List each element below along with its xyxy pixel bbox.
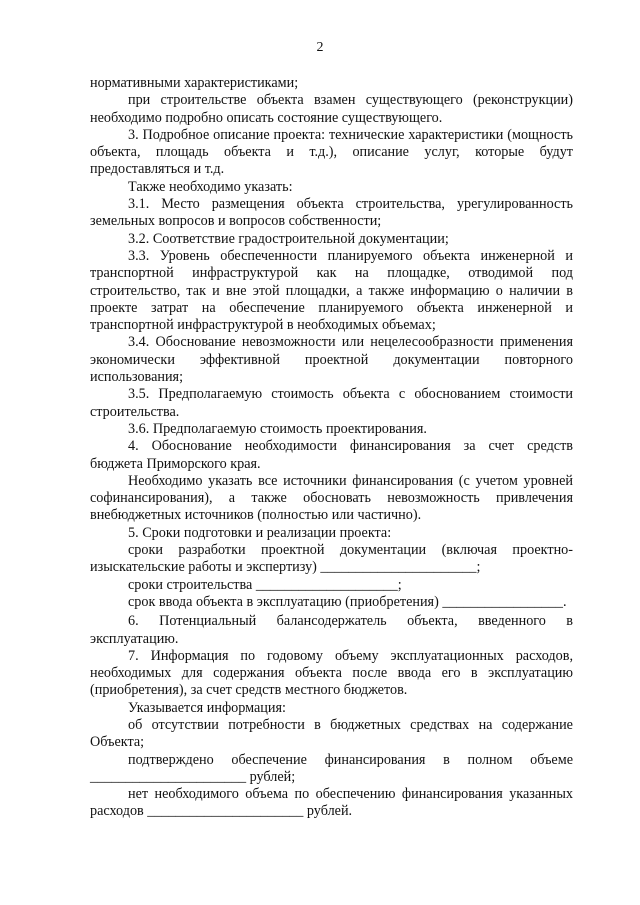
paragraph: 7. Информация по годовому объему эксплуатационных расходов, необходимых для содержания объекта после ввода его в эксплуатацию (приобретения), за счет средств местного бюджетов. [90,647,573,699]
paragraph: 3. Подробное описание проекта: технические характеристики (мощность объекта, площадь объекта и т.д.), описание услуг, которые будут предоставляться и т.д. [90,126,573,178]
paragraph: нормативными характеристиками; [90,75,299,91]
paragraph: об отсутствии потребности в бюджетных средствах на содержание Объекта; [90,716,573,751]
page-number: 2 [316,40,324,55]
paragraph: Указывается информация: [128,699,286,716]
paragraph: 4. Обоснование необходимости финансирования за счет средств бюджета Приморского края. [90,438,573,472]
paragraph: 5. Сроки подготовки и реализации проекта: [128,524,392,541]
paragraph: подтверждено обеспечение финансирования в полном объеме ______________________ рублей; [90,751,573,785]
paragraph: 3.6. Предполагаемую стоимость проектирования. [128,420,427,437]
paragraph: 3.5. Предполагаемую стоимость объекта с обоснованием стоимости строительства. [90,386,573,420]
document-body [90,75,573,821]
paragraph: 3.2. Соответствие градостроительной документации; [128,230,449,247]
paragraph: при строительстве объекта взамен существующего (реконструкции) необходимо подробно описать состояние существующего. [90,92,573,126]
paragraph: сроки разработки проектной документации (включая проектно-изыскательские работы и экспертизу) ______________________; [90,542,573,576]
paragraph: срок ввода объекта в эксплуатацию (приобретения) _________________. [128,593,567,610]
paragraph: 6. Потенциальный балансодержатель объекта, введенного в эксплуатацию. [90,613,573,647]
paragraph: 3.3. Уровень обеспеченности планируемого объекта инженерной и транспортной инфраструктурой как на площадке, отводимой под строительство, так и вне этой площадки, а также информацию о наличии в проекте затрат на обеспечение планируемого объекта инженерной и транспортной инфраструктурой в необходимых объемах; [90,247,573,334]
paragraph: нет необходимого объема по обеспечению финансирования указанных расходов ______________________ рублей. [90,786,573,820]
paragraph: Необходимо указать все источники финансирования (с учетом уровней софинансирования), а также обосновать невозможность привлечения внебюджетных источников (полностью или частично). [90,472,573,524]
paragraph: 3.4. Обоснование невозможности или нецелесообразности применения экономически эффективной проектной документации повторного использования; [90,334,573,386]
paragraph: 3.1. Место размещения объекта строительства, урегулированность земельных вопросов и вопросов собственности; [90,196,573,230]
paragraph: сроки строительства ____________________; [128,576,402,593]
paragraph: Также необходимо указать: [128,178,293,195]
